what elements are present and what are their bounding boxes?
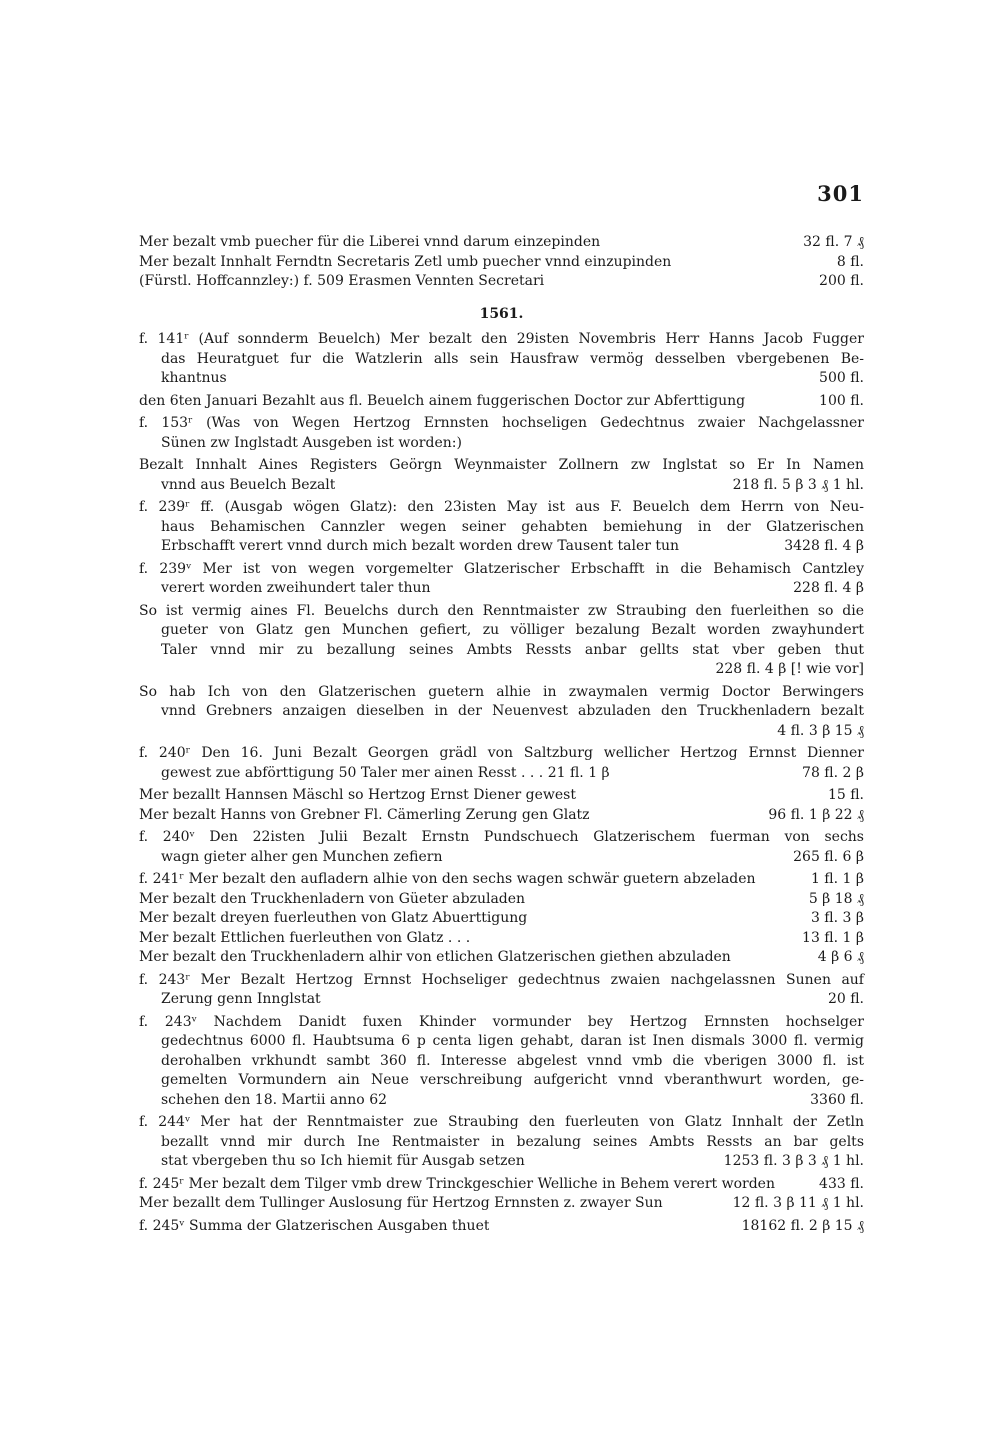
text-line: f. 240ᵛ Den 22isten Julii Bezalt Ernstn Pundschuech Glatzerischem fuerman von sechs bbox=[139, 829, 864, 845]
entry bbox=[139, 1013, 864, 1111]
text-line: gueter von Glatz gen Munchen gefiert, zu völliger bezalung Bezalt worden zwayhundert bbox=[161, 622, 864, 638]
entry bbox=[139, 870, 864, 890]
text-line: 4 fl. 3 β 15 ₰ bbox=[777, 722, 864, 739]
text-line: So ist vermig aines Fl. Beuelchs durch den Renntmaister zw Straubing den fuerleithen so die bbox=[139, 602, 864, 619]
text-line: Mer bezallt dem Tullinger Auslosung für Hertzog Ernnsten z. zwayer Sun 12 fl. 3 β 11 ₰ 1 hl. bbox=[139, 1195, 864, 1211]
entry bbox=[139, 929, 864, 949]
entry bbox=[139, 890, 864, 910]
year-heading: 1561. bbox=[479, 306, 524, 322]
entry bbox=[139, 806, 864, 826]
text-line: wagn gieter alher gen Munchen zefiern 265 fl. 6 β bbox=[161, 848, 864, 865]
top-entries bbox=[139, 233, 864, 292]
text-line: Mer bezalt dreyen fuerleuthen von Glatz Abuerttigung 3 fl. 3 β bbox=[139, 910, 864, 926]
entries bbox=[139, 330, 864, 1236]
text-line: Bezalt Innhalt Aines Registers Geörgn Weynmaister Zollnern zw Inglstat so Er In Namen bbox=[139, 457, 864, 473]
entry bbox=[139, 971, 864, 1010]
text-line: Mer bezalt Hanns von Grebner Fl. Cämerling Zerung gen Glatz 96 fl. 1 β 22 ₰ bbox=[139, 806, 864, 823]
entry bbox=[139, 786, 864, 806]
text-line: Erbschafft verert vnnd durch mich bezalt worden drew Tausent taler tun 3428 fl. 4 β bbox=[161, 538, 864, 554]
text-line: Mer bezalt den Truckhenladern alhir von etlichen Glatzerischen giethen abzuladen 4 β 6 ₰ bbox=[139, 949, 864, 965]
text-line: bezallt vnnd mir durch Ine Rentmaister in bezalung seines Ambts Ressts an bar gelts bbox=[161, 1133, 864, 1150]
entry bbox=[139, 456, 864, 495]
text-line: Mer bezalt vmb puecher für die Liberei vnnd darum einzepinden 32 fl. 7 ₰ bbox=[139, 234, 864, 250]
entry bbox=[139, 948, 864, 968]
text-line: 228 fl. 4 β [! wie vor] bbox=[715, 661, 864, 677]
text-line: gemelten Vormundern ain Neue verschreibung aufgericht vnnd vberanthwurt worden, ge- bbox=[161, 1072, 864, 1088]
page-number: 301 bbox=[817, 181, 864, 206]
text-line: Mer bezallt Hannsen Mäschl so Hertzog Ernst Diener gewest 15 fl. bbox=[139, 787, 864, 803]
entry bbox=[139, 498, 864, 557]
entry bbox=[139, 560, 864, 599]
entry bbox=[139, 1113, 864, 1172]
text-line: verert worden zweihundert taler thun 228 fl. 4 β bbox=[161, 580, 864, 596]
text-line: Sünen zw Inglstadt Ausgeben ist worden:) bbox=[161, 434, 462, 451]
text-line: f. 153ʳ (Was von Wegen Hertzog Ernnsten hochseligen Gedechtnus zwaier Nachgelassner bbox=[139, 415, 864, 431]
entry bbox=[139, 1217, 864, 1237]
text-line: khantnus 500 fl. bbox=[161, 370, 864, 386]
entry bbox=[139, 392, 864, 412]
entry bbox=[139, 744, 864, 783]
text-line: f. 243ʳ Mer Bezalt Hertzog Ernnst Hochseliger gedechtnus zwaien nachgelassnen Sunen auf bbox=[139, 971, 864, 988]
entry bbox=[139, 330, 864, 389]
entry bbox=[139, 602, 864, 680]
text-line: So hab Ich von den Glatzerischen guetern alhie in zwaymalen vermig Doctor Berwingers bbox=[139, 683, 864, 700]
entry bbox=[139, 1175, 864, 1195]
text-line: f. 243ᵛ Nachdem Danidt fuxen Khinder vormunder bey Hertzog Ernnsten hochselger bbox=[139, 1013, 864, 1030]
text-line: haus Behamischen Cannzler wegen seiner gehabten bemiehung in der Glatzerischen bbox=[161, 518, 864, 535]
entry bbox=[139, 828, 864, 867]
text-line: den 6ten Januari Bezahlt aus fl. Beuelch ainem fuggerischen Doctor zur Abferttigung 100 fl. bbox=[139, 392, 864, 409]
text-line: Taler vnnd mir zu bezallung seines Ambts Ressts anbar gellts stat vber geben thut bbox=[161, 641, 864, 658]
text-line: f. 141ʳ (Auf sonnderm Beuelch) Mer bezalt den 29isten Novembris Herr Hanns Jacob Fugger bbox=[139, 331, 864, 347]
text-line: schehen den 18. Martii anno 62 3360 fl. bbox=[161, 1091, 864, 1108]
text-line: derohalben vrkhundt sambt 360 fl. Interesse abgelest vnnd vmb die vberigen 3000 fl. ist bbox=[161, 1052, 864, 1069]
text-line: f. 239ᵛ Mer ist von wegen vorgemelter Glatzerischer Erbschafft in die Behamisch Cantzley bbox=[139, 560, 864, 577]
page bbox=[139, 0, 864, 1435]
text-line: f. 245ᵛ Summa der Glatzerischen Ausgaben thuet 18162 fl. 2 β 15 ₰ bbox=[139, 1217, 864, 1234]
text-line: das Heuratguet fur die Watzlerin alls sein Hausfraw vermög desselben vbergebenen Be- bbox=[161, 350, 864, 367]
text-line: vnnd Grebners anzaigen dieselben in der Neuenvest abzuladen den Truckhenladern bezalt bbox=[161, 703, 864, 719]
text-line: vnnd aus Beuelch Bezalt 218 fl. 5 β 3 ₰ 1 hl. bbox=[161, 476, 864, 493]
text-line: f. 239ʳ ff. (Ausgab wögen Glatz): den 23isten May ist aus F. Beuelch dem Herrn von Neu- bbox=[139, 499, 864, 515]
text-line: Mer bezalt Ettlichen fuerleuthen von Glatz . . . 13 fl. 1 β bbox=[139, 929, 864, 946]
entry bbox=[139, 683, 864, 742]
text-line: Mer bezalt den Truckhenladern von Güeter abzuladen 5 β 18 ₰ bbox=[139, 890, 864, 907]
entry bbox=[139, 909, 864, 929]
entry bbox=[139, 1194, 864, 1214]
entry bbox=[139, 414, 864, 453]
text-line: gewest zue abförttigung 50 Taler mer ainen Resst . . . 21 fl. 1 β 78 fl. 2 β bbox=[161, 764, 864, 781]
text-line: f. 244ᵛ Mer hat der Renntmaister zue Straubing den fuerleuten von Glatz Innhalt der Zetln bbox=[139, 1114, 864, 1130]
text-line: f. 240ʳ Den 16. Juni Bezalt Georgen grädl von Saltzburg wellicher Hertzog Ernnst Dienner bbox=[139, 745, 864, 761]
text-line: f. 241ʳ Mer bezalt den aufladern alhie von den sechs wagen schwär guetern abzeladen 1 fl. 1 β bbox=[139, 871, 864, 887]
text-line: (Fürstl. Hoffcannzley:) f. 509 Erasmen Vennten Secretari 200 fl. bbox=[139, 273, 864, 289]
text-line: Mer bezalt Innhalt Ferndtn Secretaris Zetl umb puecher vnnd einzupinden 8 fl. bbox=[139, 253, 864, 270]
text-line: f. 245ʳ Mer bezalt dem Tilger vmb drew Trinckgeschier Welliche in Behem verert worden 433 fl. bbox=[139, 1175, 864, 1192]
text-line: stat vbergeben thu so Ich hiemit für Ausgab setzen 1253 fl. 3 β 3 ₰ 1 hl. bbox=[161, 1153, 864, 1169]
text-line: gedechtnus 6000 fl. Haubtsuma 6 p centa ligen gehabt, daran ist Inen dismals 3000 fl. vermig bbox=[161, 1033, 864, 1049]
text-line: Zerung genn Innglstat 20 fl. bbox=[161, 991, 864, 1007]
